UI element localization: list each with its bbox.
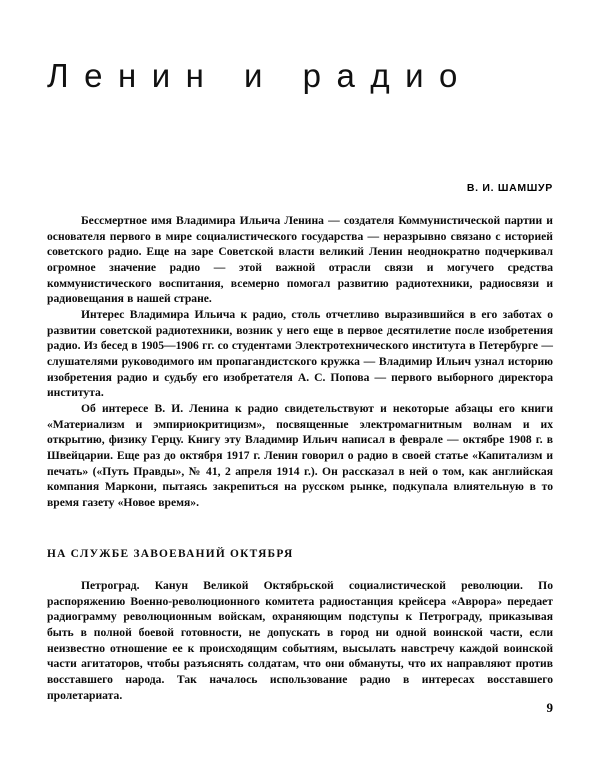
intro-text-column [47, 213, 553, 510]
october-text-column [47, 578, 553, 703]
paragraph: Об интересе В. И. Ленина к радио свидетельствуют и некоторые абзацы его книги «Материализм и эмпириокритицизм», посвященные электромагнитным волнам и их открытию, физику Герцу. Книгу эту Владимир Ильич написал в феврале — октябре 1908 г. в Швейцарии. Еще раз до октября 1917 г. Ленин говорил о радио в своей статье «Капитализм и печать» («Путь Правды», № 41, 2 апреля 1914 г.). Он рассказал в ней о том, как английская компания Маркони, пытаясь закрепиться на русском рынке, подкупала влиятельную в то время газету «Новое время». [47, 401, 553, 509]
paragraph: Бессмертное имя Владимира Ильича Ленина — создателя Коммунистической партии и основателя первого в мире социалистического государства — неразрывно связано с историей советского радио. Еще на заре Советской власти великий Ленин неоднократно подчеркивал огромное значение радио — этой важной отрасли связи и могучего средства коммунистического воспитания, всемерно помогал развитию радиотехники, радиосвязи и радиовещания в нашей стране. [47, 214, 553, 306]
section-heading: НА СЛУЖБЕ ЗАВОЕВАНИЙ ОКТЯБРЯ [47, 548, 294, 560]
paragraph: Интерес Владимира Ильича к радио, столь отчетливо выразившийся в его заботах о развитии советской радиотехники, возник у него еще в первое десятилетие после изобретения радио. Из бесед в 1905—1906 гг. со студентами Электротехнического института в Петербурге — слушателями руководимого им пропагандистского кружка — Владимир Ильич узнал историю изобретения радио и судьбу его изобретателя А. С. Попова — первого выборного директора института. [47, 307, 553, 400]
page-number: 9 [546, 700, 553, 715]
author-byline: В. И. ШАМШУР [466, 182, 553, 194]
page-title: Ленин и радио [47, 57, 473, 95]
paragraph: Петроград. Канун Великой Октябрьской социалистической революции. По распоряжению Военно-революционного комитета радиостанция крейсера «Аврора» передает радиограмму революционным войскам, охраняющим подступы к Петрограду, приказывая быть в полной боевой готовности, не допускать в город ни одной воинской части, если неизвестно отношение ее к происходящим событиям, высылать навстречу каждой воинской части агитаторов, чтобы разъяснять солдатам, что они обмануты, что их направляют против восставшего народа. Так началось использование радио в интересах восставшего пролетариата. [47, 579, 553, 702]
